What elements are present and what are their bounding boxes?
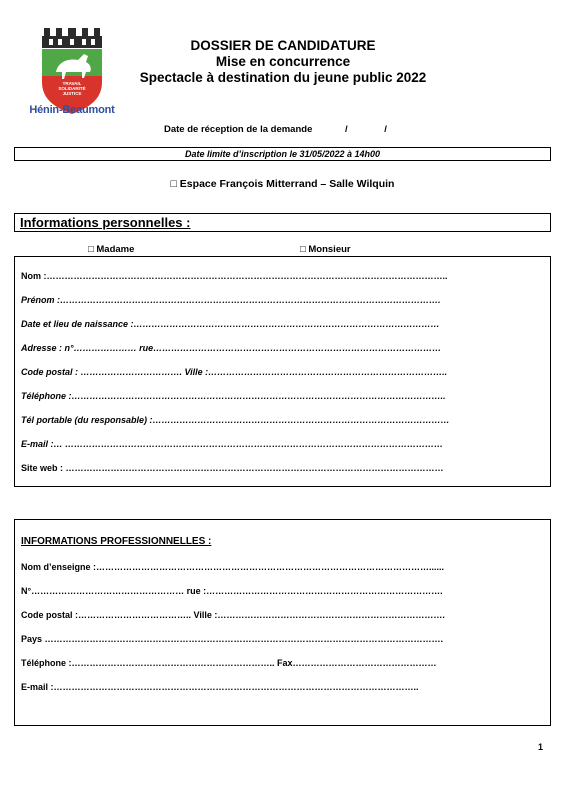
logo-motto-line: JUSTICE <box>62 91 82 96</box>
professional-info-box <box>14 519 551 726</box>
date-separator: / <box>345 124 348 135</box>
page-number: 1 <box>538 742 544 752</box>
document-title <box>120 38 446 86</box>
title-line-3: Spectacle à destination du jeune public 2022 <box>139 70 427 85</box>
title-line-1: DOSSIER DE CANDIDATURE <box>190 38 376 53</box>
postal-code-city-field[interactable]: Code postal : ……………………………. Ville :…………………………………………………………………….. <box>21 367 448 377</box>
birth-date-place-field[interactable]: Date et lieu de naissance :………………………………………………………………………………………… <box>21 319 440 329</box>
monsieur-checkbox[interactable]: □ Monsieur <box>300 244 351 255</box>
country-field[interactable]: Pays ……………………………………………………………………………………………………………………. <box>21 634 444 644</box>
reception-date-label: Date de réception de la demande <box>164 124 313 135</box>
personal-info-box <box>14 256 551 487</box>
deadline-banner: Date limite d’inscription le 31/05/2022 à 14h00 <box>14 147 551 161</box>
title-line-2: Mise en concurrence <box>215 54 351 69</box>
personal-info-heading: Informations personnelles : <box>14 213 551 232</box>
mobile-phone-field[interactable]: Tél portable (du responsable) :……………………………………………………………………………………… <box>21 415 450 425</box>
email-field[interactable]: E-mail :… ……………………………………………………………………………………………………………… <box>21 439 444 449</box>
venue-checkbox-option[interactable]: □ Espace François Mitterrand – Salle Wilquin <box>170 178 395 190</box>
phone-field[interactable]: Téléphone :…………………………………………………………………………………………………………….. <box>21 391 446 401</box>
reception-date-row <box>164 124 387 135</box>
date-separator: / <box>384 124 387 135</box>
address-field[interactable]: Adresse : n°………………… rue…………………………………………………………………………………… <box>21 343 442 353</box>
website-field[interactable]: Site web : ……………………………………………………………………………………………………………… <box>21 463 444 473</box>
last-name-field[interactable]: Nom :…………………………………………………………………………………………………………………….. <box>21 271 448 281</box>
pro-phone-fax-field[interactable]: Téléphone :………………………………………………………….. Fax………………………………………… <box>21 658 437 668</box>
business-name-field[interactable]: Nom d’enseigne :…………………………………………………………………………………………………...... <box>21 562 445 572</box>
street-field[interactable]: N°…………………………………………… rue :……………………………………………………………………. <box>21 586 443 596</box>
logo-motto-line: SOLIDARITÉ <box>58 86 86 91</box>
city-name: Hénin-Beaumont <box>29 104 115 116</box>
logo-motto-line: TRAVAIL <box>62 81 82 86</box>
pro-email-field[interactable]: E-mail :………………………………………………………………………………………………………….. <box>21 682 419 692</box>
madame-checkbox[interactable]: □ Madame <box>88 244 135 255</box>
pro-postal-code-city-field[interactable]: Code postal :……………………………….. Ville :…………………………………………………………………. <box>21 610 445 620</box>
first-name-field[interactable]: Prénom :………………………………………………………………………………………………………………. <box>21 295 441 305</box>
professional-info-heading: INFORMATIONS PROFESSIONNELLES : <box>21 536 212 547</box>
